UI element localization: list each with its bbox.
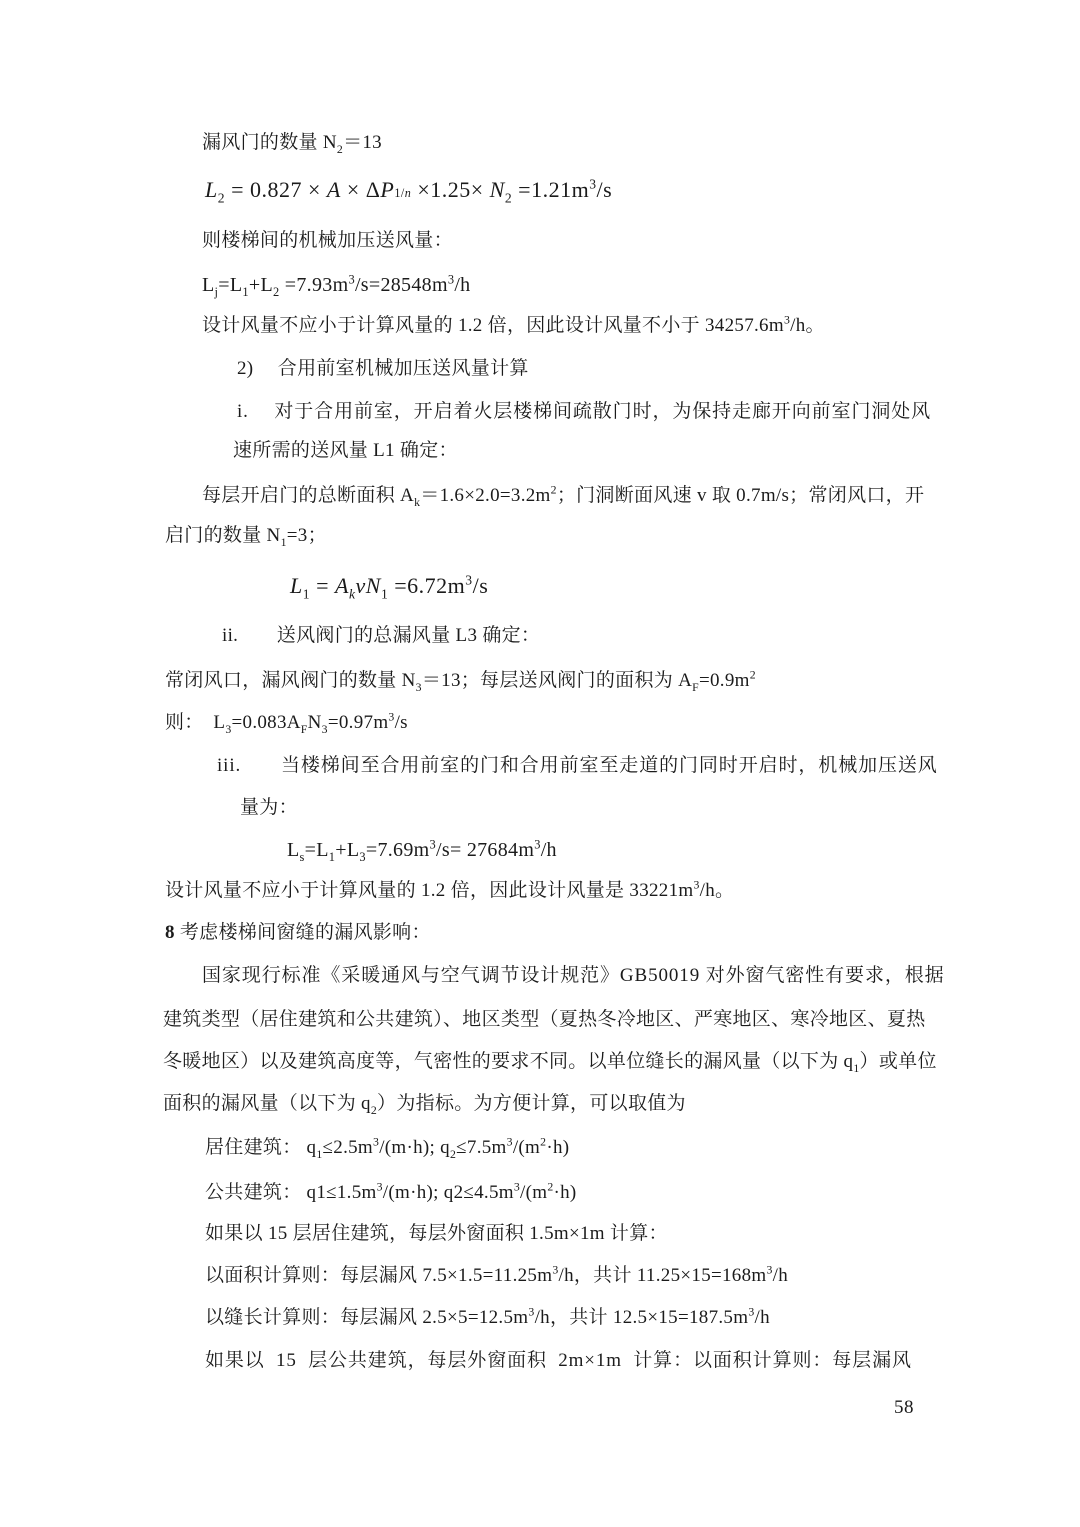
lj-total-equation: $L_j=L_1+L_2 =7.93m^3/s=28548m^3/h$ <box>202 272 471 299</box>
area-calc-line: 以面积计算则：每层漏风 $7.5\times 1.5=11.25m^3/h$，共计 $11.25\times 15=168m^3/h$ <box>205 1263 789 1286</box>
door-area-line1: 每层开启门的总断面积 $A_k=1.6\times 2.0=3.2m^2$；门洞断面风速 v 取 0.7m/s；常闭风口，开 <box>202 483 925 509</box>
leak-door-count-line: 漏风门的数量 $N_2=13$ <box>202 132 382 156</box>
item-i-line2: 速所需的送风量 L1 确定： <box>233 440 458 461</box>
q2-index-line: 面积的漏风量（以下为 $q_2$）为指标。为方便计算，可以取值为 <box>163 1093 686 1117</box>
l1-formula: $L_1 = A_kvN_1 =6.72m^3/s$ <box>290 572 489 602</box>
damper-count-line: 常闭风口，漏风阀门的数量 $N_3=13$；每层送风阀门的面积为 $A_F=0.9m^2$ <box>165 668 756 694</box>
public-example-line: 如果以 15 层公共建筑，每层外窗面积 2m×1m 计算：以面积计算则：每层漏风 <box>205 1350 912 1371</box>
item-2-heading: 2) 合用前室机械加压送风量计算 <box>237 358 529 379</box>
seam-calc-line: 以缝长计算则：每层漏风 $2.5\times 5=12.5m^3/h$，共计 $12.5\times 15=187.5m^3/h$ <box>205 1305 770 1328</box>
section-8-heading: 8 考虑楼梯间窗缝的漏风影响： <box>165 922 431 943</box>
residential-limits: 居住建筑： $q_1\le 2.5m^3/(m\cdot h)$; $q_2\le 7.5m^3/(m^2\cdot h)$ <box>205 1135 570 1161</box>
climate-zone-line: 冬暖地区）以及建筑高度等，气密性的要求不同。以单位缝长的漏风量（以下为 $q_1$）或单位 <box>163 1051 937 1075</box>
ls-equation: $L_s=L_1+L_3=7.69m^3/s= 27684m^3/h$ <box>287 837 557 864</box>
design-airflow-stairwell: 设计风量不应小于计算风量的 1.2 倍，因此设计风量不小于 $34257.6m^3/h$。 <box>202 313 825 336</box>
l2-formula: $L_2 = 0.827 \times A \times \Delta P^{1/n} \times 1.25\times N_2 =1.21m^3/s$ <box>205 176 613 206</box>
door-area-line2: 启门的数量 $N_1=3$； <box>165 525 327 549</box>
item-ii-heading: ii. 送风阀门的总漏风量 L3 确定： <box>222 625 541 646</box>
standard-ref-line: 国家现行标准《采暖通风与空气调节设计规范》GB50019 对外窗气密性有要求，根据 <box>202 965 945 986</box>
l3-equation: 则： $L_3=0.083A_FN_3=0.97m^3/s$ <box>165 710 408 736</box>
item-i-line1: i. 对于合用前室，开启着火层楼梯间疏散门时，为保持走廊开向前室门洞处风 <box>237 401 932 422</box>
page-number: 58 <box>894 1397 914 1418</box>
item-iii-line2: 量为： <box>240 797 298 818</box>
design-airflow-lobby: 设计风量不应小于计算风量的 1.2 倍，因此设计风量是 $33221m^3/h$。 <box>165 878 735 901</box>
stairwell-supply-intro: 则楼梯间的机械加压送风量： <box>202 230 453 251</box>
building-type-line: 建筑类型（居住建筑和公共建筑）、地区类型（夏热冬冷地区、严寒地区、寒冷地区、夏热 <box>163 1009 926 1030</box>
residential-example: 如果以 15 层居住建筑，每层外窗面积 1.5m×1m 计算： <box>205 1223 668 1244</box>
item-iii-line1: iii. 当楼梯间至合用前室的门和合用前室至走道的门同时开启时，机械加压送风 <box>217 755 938 776</box>
public-limits: 公共建筑： $q1\le 1.5m^3/(m\cdot h)$; $q2\le 4.5m^3/(m^2\cdot h)$ <box>205 1180 577 1203</box>
